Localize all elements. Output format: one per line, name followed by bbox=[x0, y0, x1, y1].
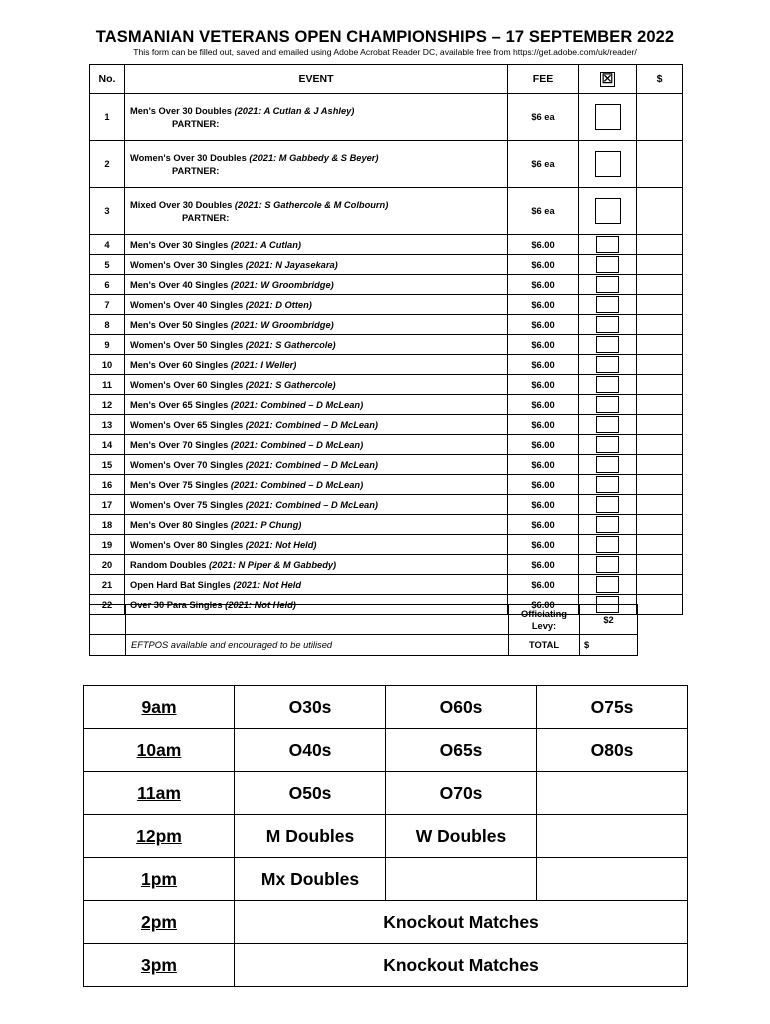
event-fee: $6.00 bbox=[508, 535, 579, 555]
schedule-rows bbox=[84, 686, 688, 987]
event-checkbox-cell bbox=[579, 235, 637, 255]
event-checkbox-cell bbox=[579, 141, 637, 188]
schedule-time: 1pm bbox=[84, 858, 235, 901]
event-cell bbox=[125, 395, 508, 415]
event-number: 14 bbox=[90, 435, 125, 455]
event-row bbox=[90, 535, 683, 555]
event-amount-field[interactable] bbox=[637, 435, 683, 455]
event-cell bbox=[125, 335, 508, 355]
event-amount-field[interactable] bbox=[637, 235, 683, 255]
event-checkbox[interactable] bbox=[596, 456, 619, 473]
event-checkbox[interactable] bbox=[596, 416, 619, 433]
event-amount-field[interactable] bbox=[637, 575, 683, 595]
event-name: Over 30 Para Singles bbox=[130, 599, 223, 610]
event-row bbox=[90, 141, 683, 188]
event-name: Men's Over 50 Singles bbox=[130, 319, 229, 330]
event-name: Men's Over 30 Singles bbox=[130, 239, 229, 250]
event-row bbox=[90, 415, 683, 435]
event-checkbox[interactable] bbox=[596, 356, 619, 373]
event-entry-table bbox=[89, 64, 683, 615]
schedule-cell: O80s bbox=[537, 729, 688, 772]
event-row bbox=[90, 515, 683, 535]
event-number: 2 bbox=[90, 141, 125, 188]
event-amount-field[interactable] bbox=[637, 141, 683, 188]
event-number: 11 bbox=[90, 375, 125, 395]
event-previous-winner: (2021: N Piper & M Gabbedy) bbox=[209, 559, 337, 570]
event-fee: $6.00 bbox=[508, 595, 579, 615]
event-checkbox-cell bbox=[579, 375, 637, 395]
schedule-cell: O30s bbox=[235, 686, 386, 729]
event-fee: $6.00 bbox=[508, 415, 579, 435]
schedule-row bbox=[84, 686, 688, 729]
event-amount-field[interactable] bbox=[637, 94, 683, 141]
schedule-cell bbox=[537, 772, 688, 815]
col-header-amount: $ bbox=[637, 65, 683, 94]
event-row bbox=[90, 395, 683, 415]
event-fee: $6 ea bbox=[508, 141, 579, 188]
event-previous-winner: (2021: Not Held bbox=[233, 579, 302, 590]
schedule-cell: O70s bbox=[386, 772, 537, 815]
event-fee: $6.00 bbox=[508, 455, 579, 475]
schedule-row bbox=[84, 858, 688, 901]
event-checkbox-cell bbox=[579, 395, 637, 415]
event-checkbox[interactable] bbox=[596, 336, 619, 353]
schedule-time: 12pm bbox=[84, 815, 235, 858]
event-cell bbox=[125, 435, 508, 455]
col-header-event: EVENT bbox=[125, 65, 508, 94]
col-header-fee: FEE bbox=[508, 65, 579, 94]
event-previous-winner: (2021: Combined – D McLean) bbox=[245, 499, 378, 510]
event-name: Women's Over 65 Singles bbox=[130, 419, 244, 430]
event-checkbox[interactable] bbox=[595, 151, 621, 177]
event-fee: $6.00 bbox=[508, 255, 579, 275]
col-header-checkbox bbox=[579, 65, 637, 94]
schedule-time: 11am bbox=[84, 772, 235, 815]
event-previous-winner: (2021: D Otten) bbox=[245, 299, 312, 310]
event-fee: $6.00 bbox=[508, 515, 579, 535]
schedule-cell: O75s bbox=[537, 686, 688, 729]
event-checkbox-cell bbox=[579, 475, 637, 495]
schedule-cell bbox=[537, 858, 688, 901]
event-row bbox=[90, 335, 683, 355]
event-name: Men's Over 70 Singles bbox=[130, 439, 229, 450]
event-checkbox-cell bbox=[579, 435, 637, 455]
schedule-table bbox=[83, 685, 688, 987]
event-previous-winner: (2021: P Chung) bbox=[230, 519, 302, 530]
event-fee: $6.00 bbox=[508, 335, 579, 355]
event-name: Men's Over 30 Doubles bbox=[130, 105, 232, 116]
event-amount-field[interactable] bbox=[637, 395, 683, 415]
event-name: Mixed Over 30 Doubles bbox=[130, 199, 233, 210]
schedule-cell: W Doubles bbox=[386, 815, 537, 858]
event-row bbox=[90, 495, 683, 515]
event-fee: $6.00 bbox=[508, 475, 579, 495]
event-name: Men's Over 75 Singles bbox=[130, 479, 229, 490]
event-name: Men's Over 40 Singles bbox=[130, 279, 229, 290]
event-checkbox-cell bbox=[579, 188, 637, 235]
event-fee: $6.00 bbox=[508, 395, 579, 415]
event-checkbox-cell bbox=[579, 575, 637, 595]
event-cell bbox=[125, 535, 508, 555]
event-row bbox=[90, 455, 683, 475]
event-checkbox[interactable] bbox=[596, 276, 619, 293]
event-amount-field[interactable] bbox=[637, 355, 683, 375]
event-fee: $6 ea bbox=[508, 188, 579, 235]
event-amount-field[interactable] bbox=[637, 415, 683, 435]
event-checkbox-cell bbox=[579, 555, 637, 575]
event-fee: $6.00 bbox=[508, 235, 579, 255]
event-number: 6 bbox=[90, 275, 125, 295]
event-row bbox=[90, 275, 683, 295]
event-checkbox[interactable] bbox=[596, 436, 619, 453]
event-cell bbox=[125, 275, 508, 295]
schedule-span-cell: Knockout Matches bbox=[235, 944, 688, 987]
event-fee: $6 ea bbox=[508, 94, 579, 141]
total-spacer bbox=[638, 635, 644, 656]
event-cell bbox=[125, 235, 508, 255]
event-previous-winner: (2021: A Cutlan & J Ashley) bbox=[234, 105, 355, 116]
event-checkbox-cell bbox=[579, 94, 637, 141]
levy-label bbox=[509, 605, 580, 635]
table-header-row bbox=[90, 65, 683, 94]
event-cell bbox=[125, 295, 508, 315]
event-number: 3 bbox=[90, 188, 125, 235]
event-amount-field[interactable] bbox=[637, 255, 683, 275]
event-amount-field[interactable] bbox=[637, 375, 683, 395]
event-name: Random Doubles bbox=[130, 559, 207, 570]
event-name: Women's Over 75 Singles bbox=[130, 499, 244, 510]
schedule-cell: O40s bbox=[235, 729, 386, 772]
schedule-row bbox=[84, 815, 688, 858]
event-checkbox-cell bbox=[579, 515, 637, 535]
eftpos-note: EFTPOS available and encouraged to be utilised bbox=[126, 635, 509, 656]
event-amount-field[interactable] bbox=[637, 495, 683, 515]
event-row bbox=[90, 255, 683, 275]
event-name: Men's Over 80 Singles bbox=[130, 519, 229, 530]
event-row bbox=[90, 375, 683, 395]
event-previous-winner: (2021: S Gathercole) bbox=[245, 379, 336, 390]
levy-label-line1: Officiating bbox=[521, 608, 567, 619]
event-checkbox[interactable] bbox=[596, 516, 619, 533]
event-previous-winner: (2021: Combined – D McLean) bbox=[230, 399, 364, 410]
event-checkbox-cell bbox=[579, 455, 637, 475]
event-row bbox=[90, 94, 683, 141]
event-checkbox[interactable] bbox=[596, 496, 619, 513]
event-checkbox[interactable] bbox=[596, 236, 619, 253]
event-checkbox[interactable] bbox=[595, 104, 621, 130]
event-previous-winner: (2021: Combined – D McLean) bbox=[245, 419, 378, 430]
event-checkbox-cell bbox=[579, 495, 637, 515]
schedule-cell: M Doubles bbox=[235, 815, 386, 858]
levy-value: $2 bbox=[580, 605, 638, 635]
event-name: Open Hard Bat Singles bbox=[130, 579, 231, 590]
event-row bbox=[90, 295, 683, 315]
event-number: 19 bbox=[90, 535, 125, 555]
event-previous-winner: (2021: S Gathercole & M Colbourn) bbox=[234, 199, 389, 210]
event-row bbox=[90, 555, 683, 575]
event-checkbox[interactable] bbox=[596, 316, 619, 333]
event-checkbox-cell bbox=[579, 535, 637, 555]
event-cell bbox=[125, 455, 508, 475]
event-number: 7 bbox=[90, 295, 125, 315]
event-cell bbox=[125, 141, 508, 188]
event-checkbox-cell bbox=[579, 355, 637, 375]
event-number: 18 bbox=[90, 515, 125, 535]
event-fee: $6.00 bbox=[508, 435, 579, 455]
event-amount-field[interactable] bbox=[637, 515, 683, 535]
event-row bbox=[90, 475, 683, 495]
event-fee: $6.00 bbox=[508, 375, 579, 395]
event-checkbox-cell bbox=[579, 415, 637, 435]
event-amount-field[interactable] bbox=[637, 555, 683, 575]
partner-label: PARTNER: bbox=[172, 165, 220, 176]
schedule-time: 2pm bbox=[84, 901, 235, 944]
event-fee: $6.00 bbox=[508, 315, 579, 335]
levy-blank-no bbox=[90, 605, 126, 635]
event-name: Men's Over 60 Singles bbox=[130, 359, 229, 370]
event-previous-winner: (2021: M Gabbedy & S Beyer) bbox=[249, 152, 379, 163]
schedule-span-cell: Knockout Matches bbox=[235, 901, 688, 944]
event-number: 9 bbox=[90, 335, 125, 355]
event-fee: $6.00 bbox=[508, 275, 579, 295]
event-number: 22 bbox=[90, 595, 125, 615]
event-checkbox-cell bbox=[579, 255, 637, 275]
form-title: TASMANIAN VETERANS OPEN CHAMPIONSHIPS – 17 SEPTEMBER 2022 bbox=[95, 28, 675, 46]
event-row bbox=[90, 355, 683, 375]
total-row bbox=[90, 635, 644, 656]
event-amount-field[interactable] bbox=[637, 275, 683, 295]
event-cell bbox=[125, 495, 508, 515]
event-checkbox[interactable] bbox=[596, 576, 619, 593]
event-cell bbox=[125, 375, 508, 395]
schedule-row bbox=[84, 944, 688, 987]
event-name: Women's Over 80 Singles bbox=[130, 539, 244, 550]
col-header-no: No. bbox=[90, 65, 125, 94]
event-checkbox[interactable] bbox=[596, 536, 619, 553]
event-amount-field[interactable] bbox=[637, 475, 683, 495]
event-fee: $6.00 bbox=[508, 575, 579, 595]
schedule-cell bbox=[386, 858, 537, 901]
totals-table bbox=[89, 604, 644, 656]
event-fee: $6.00 bbox=[508, 295, 579, 315]
schedule-cell: Mx Doubles bbox=[235, 858, 386, 901]
schedule-row bbox=[84, 901, 688, 944]
event-amount-field[interactable] bbox=[637, 535, 683, 555]
event-number: 17 bbox=[90, 495, 125, 515]
schedule-cell bbox=[537, 815, 688, 858]
event-number: 15 bbox=[90, 455, 125, 475]
event-checkbox[interactable] bbox=[596, 256, 619, 273]
partner-label: PARTNER: bbox=[182, 212, 230, 223]
event-number: 1 bbox=[90, 94, 125, 141]
event-checkbox[interactable] bbox=[596, 476, 619, 493]
event-name: Women's Over 40 Singles bbox=[130, 299, 244, 310]
event-amount-field[interactable] bbox=[637, 335, 683, 355]
levy-label-line2: Levy: bbox=[531, 620, 557, 631]
event-number: 16 bbox=[90, 475, 125, 495]
event-number: 20 bbox=[90, 555, 125, 575]
event-fee: $6.00 bbox=[508, 355, 579, 375]
event-checkbox[interactable] bbox=[596, 556, 619, 573]
event-previous-winner: (2021: N Jayasekara) bbox=[245, 259, 338, 270]
event-amount-field[interactable] bbox=[637, 295, 683, 315]
levy-spacer bbox=[638, 605, 644, 635]
event-number: 13 bbox=[90, 415, 125, 435]
event-previous-winner: (2021: Combined – D McLean) bbox=[230, 479, 364, 490]
event-amount-field[interactable] bbox=[637, 455, 683, 475]
event-checkbox[interactable] bbox=[596, 376, 619, 393]
event-row bbox=[90, 435, 683, 455]
total-label: TOTAL bbox=[509, 635, 580, 656]
event-row bbox=[90, 188, 683, 235]
event-checkbox[interactable] bbox=[596, 296, 619, 313]
event-checkbox-cell bbox=[579, 275, 637, 295]
event-name: Women's Over 60 Singles bbox=[130, 379, 244, 390]
event-cell bbox=[125, 315, 508, 335]
event-row bbox=[90, 575, 683, 595]
event-number: 21 bbox=[90, 575, 125, 595]
event-number: 5 bbox=[90, 255, 125, 275]
event-previous-winner: (2021: W Groombridge) bbox=[230, 279, 334, 290]
event-checkbox-cell bbox=[579, 335, 637, 355]
schedule-row bbox=[84, 772, 688, 815]
form-subtitle: This form can be filled out, saved and emailed using Adobe Acrobat Reader DC, available free from https://get.adobe.com/uk/reader/ bbox=[133, 47, 637, 57]
event-number: 12 bbox=[90, 395, 125, 415]
event-cell bbox=[125, 415, 508, 435]
partner-label: PARTNER: bbox=[172, 118, 220, 129]
schedule-time: 3pm bbox=[84, 944, 235, 987]
checked-box-icon: ☒ bbox=[601, 70, 614, 86]
event-cell bbox=[125, 575, 508, 595]
schedule-time: 10am bbox=[84, 729, 235, 772]
event-cell bbox=[125, 188, 508, 235]
event-name: Women's Over 70 Singles bbox=[130, 459, 244, 470]
event-row bbox=[90, 315, 683, 335]
event-checkbox[interactable] bbox=[595, 198, 621, 224]
event-row bbox=[90, 235, 683, 255]
event-number: 10 bbox=[90, 355, 125, 375]
event-previous-winner: (2021: A Cutlan) bbox=[230, 239, 302, 250]
schedule-row bbox=[84, 729, 688, 772]
event-fee: $6.00 bbox=[508, 495, 579, 515]
event-name: Women's Over 30 Singles bbox=[130, 259, 244, 270]
schedule-cell: O60s bbox=[386, 686, 537, 729]
event-previous-winner: (2021: Not Held) bbox=[245, 539, 317, 550]
event-cell bbox=[125, 255, 508, 275]
event-previous-winner: (2021: Not Held) bbox=[225, 599, 296, 610]
schedule-cell: O65s bbox=[386, 729, 537, 772]
event-name: Women's Over 30 Doubles bbox=[130, 152, 247, 163]
event-checkbox[interactable] bbox=[596, 396, 619, 413]
event-cell bbox=[125, 555, 508, 575]
total-amount-field[interactable]: $ bbox=[580, 635, 638, 656]
event-cell bbox=[125, 355, 508, 375]
event-number: 8 bbox=[90, 315, 125, 335]
event-previous-winner: (2021: Combined – D McLean) bbox=[245, 459, 378, 470]
event-amount-field[interactable] bbox=[637, 315, 683, 335]
event-cell bbox=[125, 475, 508, 495]
event-name: Women's Over 50 Singles bbox=[130, 339, 244, 350]
event-rows bbox=[90, 94, 683, 615]
schedule-time: 9am bbox=[84, 686, 235, 729]
event-fee: $6.00 bbox=[508, 555, 579, 575]
levy-blank-event bbox=[126, 605, 509, 635]
event-cell bbox=[125, 94, 508, 141]
event-previous-winner: (2021: I Weller) bbox=[230, 359, 297, 370]
total-blank-no bbox=[90, 635, 126, 656]
event-name: Men's Over 65 Singles bbox=[130, 399, 229, 410]
event-amount-field[interactable] bbox=[637, 188, 683, 235]
levy-row bbox=[90, 605, 644, 635]
event-checkbox-cell bbox=[579, 315, 637, 335]
event-previous-winner: (2021: W Groombridge) bbox=[230, 319, 334, 330]
event-previous-winner: (2021: Combined – D McLean) bbox=[230, 439, 364, 450]
event-number: 4 bbox=[90, 235, 125, 255]
event-previous-winner: (2021: S Gathercole) bbox=[245, 339, 336, 350]
schedule-cell: O50s bbox=[235, 772, 386, 815]
event-cell bbox=[125, 515, 508, 535]
event-checkbox-cell bbox=[579, 295, 637, 315]
